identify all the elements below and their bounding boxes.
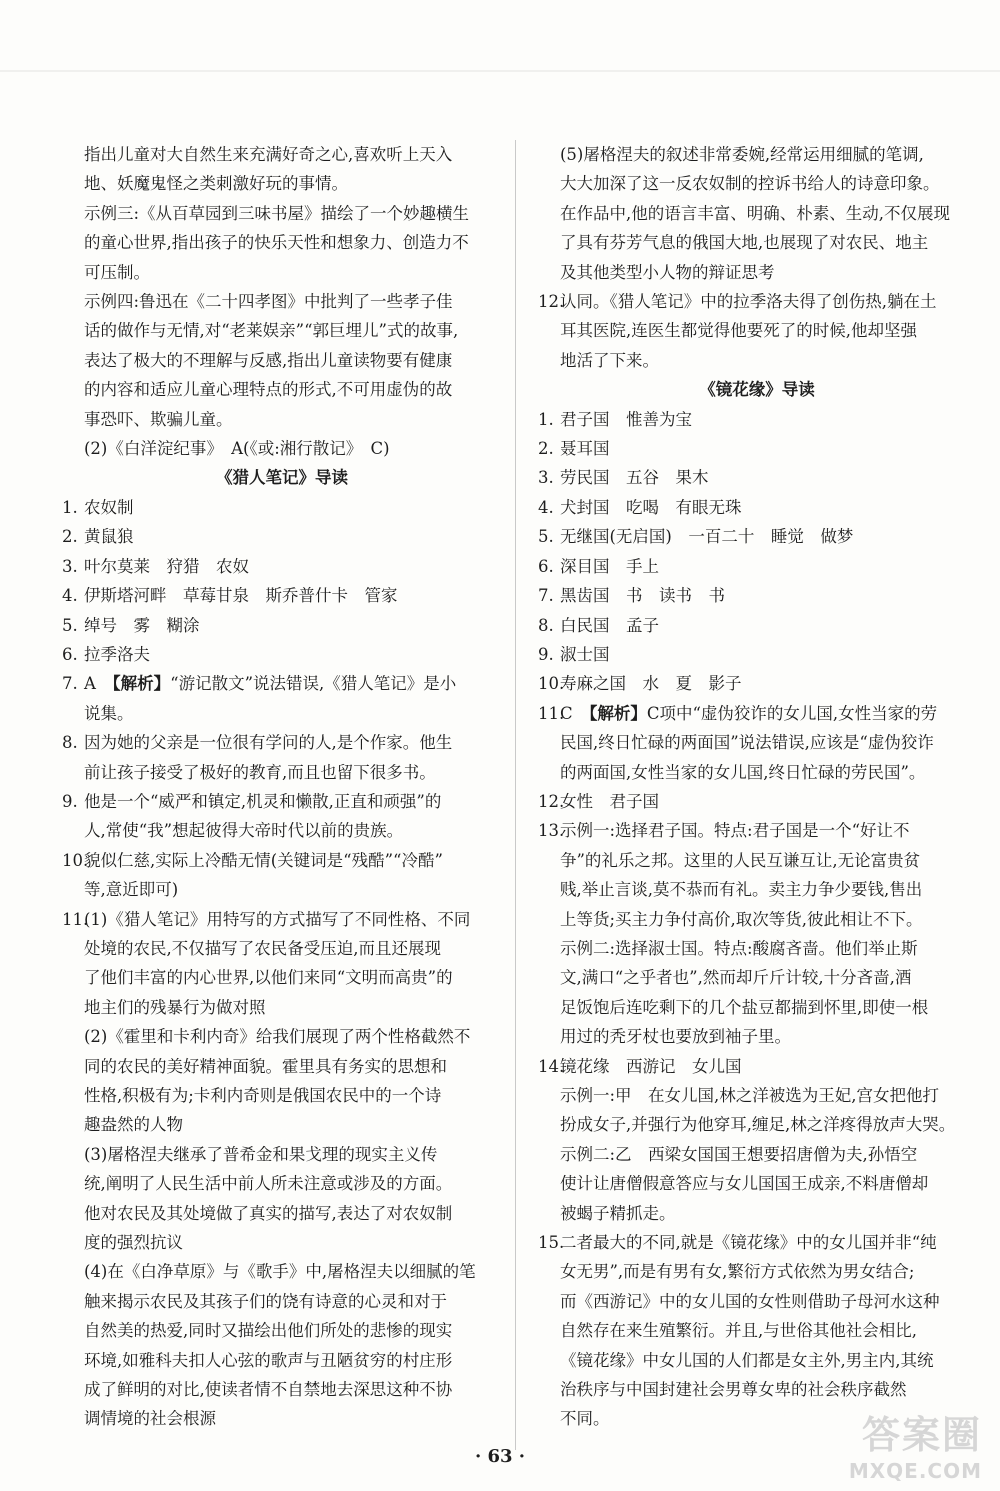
answer-item	[538, 1052, 976, 1081]
text-line: (2)《霍里和卡利内奇》给我们展现了两个性格截然不	[84, 1027, 471, 1047]
analysis-tag: 【解析】	[112, 674, 171, 694]
text-line: (4)在《白净草原》与《歌手》中,屠格涅夫以细腻的笔	[84, 1262, 476, 1282]
answer-item	[62, 552, 502, 581]
item-text: 认同。《猎人笔记》中的拉季洛夫得了创伤热,躺在土	[560, 292, 937, 312]
answer-item	[538, 463, 976, 492]
answer-item	[62, 728, 502, 757]
text-line: 示例四:鲁迅在《二十四孝图》中批判了一些孝子佳	[84, 292, 453, 312]
analysis-tag: 【解析】	[589, 703, 647, 723]
text-line: 成了鲜明的对比,使读者情不自禁地去深思这种不协	[84, 1380, 453, 1400]
text-line: 扮成女子,并强行为他穿耳,缠足,林之洋疼得放声大哭。	[560, 1115, 956, 1135]
text-line: 不同。	[560, 1409, 610, 1429]
item-text: 寿麻之国 水 夏 影子	[560, 674, 742, 694]
text-line: 表达了极大的不理解与反感,指出儿童读物要有健康	[84, 350, 453, 370]
answer-item	[538, 434, 976, 463]
item-number: 4.	[62, 586, 78, 606]
answer-item	[538, 669, 976, 698]
text-line: 贱,举止言谈,莫不恭而有礼。卖主力争少要钱,售出	[560, 880, 923, 900]
item-text: 聂耳国	[560, 439, 610, 459]
text-line: 在作品中,他的语言丰富、明确、朴素、生动,不仅展现	[560, 203, 950, 223]
answer-item	[62, 787, 502, 816]
text-line: (3)屠格涅夫继承了普希金和果戈理的现实主义传	[84, 1144, 438, 1164]
item-number: 2.	[62, 527, 78, 547]
item-number: 1.	[538, 409, 554, 429]
item-number: 7.	[538, 586, 554, 606]
answer-item	[62, 905, 502, 934]
text-line: 了他们丰富的内心世界,以他们来同“文明而高贵”的	[84, 968, 453, 988]
answer-item	[538, 787, 976, 816]
text-line: 等,意近即可)	[84, 880, 179, 900]
answer-item	[62, 493, 502, 522]
item-text: 君子国 惟善为宝	[560, 409, 692, 429]
watermark-logo-text: 答案圈	[861, 1413, 982, 1457]
item-number: 10.	[62, 850, 89, 870]
item-text: 女性 君子国	[560, 791, 659, 811]
answer-item	[62, 581, 502, 610]
item-text: 伊斯塔河畔 草莓甘泉 斯乔普什卡 管家	[84, 586, 398, 606]
answer-item	[538, 405, 976, 434]
answer-item	[62, 522, 502, 551]
item-number: 15.	[538, 1233, 565, 1253]
answer-item	[538, 1228, 976, 1257]
item-number: 8.	[538, 615, 554, 635]
text-line: 自然存在来生殖繁衍。并且,与世俗其他社会相比,	[560, 1321, 917, 1341]
text-line: 女无男”,而是有男有女,繁衍方式依然为男女结合;	[560, 1262, 915, 1282]
text-line: 环境,如雅科夫扣人心弦的歌声与丑陋贫穷的村庄形	[84, 1350, 453, 1370]
item-number: 9.	[62, 791, 78, 811]
item-text: A	[84, 674, 113, 694]
answer-item	[538, 287, 976, 316]
text-line: 触来揭示农民及其孩子们的饶有诗意的心灵和对于	[84, 1291, 447, 1311]
answer-item	[538, 640, 976, 669]
text-line: 文,满口“之乎者也”,然而却斤斤计较,十分吝啬,酒	[560, 968, 912, 988]
item-number: 4.	[538, 497, 554, 517]
text-line: 耳其医院,连医生都觉得他要死了的时候,他却坚强	[560, 321, 917, 341]
text-line: 度的强烈抗议	[84, 1233, 183, 1253]
text-line: 的内容和适应儿童心理特点的形式,不可用虚伪的故	[84, 380, 453, 400]
text-line: 争”的礼乐之邦。这里的人民互谦互让,无论富贵贫	[560, 850, 921, 870]
text-line: (2)《白洋淀纪事》 A(《或:湘行散记》 C)	[84, 439, 390, 459]
text-line: 示例二:选择淑士国。特点:酸腐吝啬。他们举止斯	[560, 938, 918, 958]
text-line: 处境的农民,不仅描写了农民备受压迫,而且还展现	[84, 938, 441, 958]
text-line: 示例一:甲 在女儿国,林之洋被选为王妃,宫女把他打	[560, 1086, 940, 1105]
text-line: 足饭饱后连吃剩下的几个盐豆都揣到怀里,即使一根	[560, 997, 929, 1017]
text-line: 地活了下来。	[560, 350, 659, 370]
item-number: 3.	[538, 468, 554, 488]
item-text: 二者最大的不同,就是《镜花缘》中的女儿国并非“纯	[560, 1233, 937, 1253]
text-line: 上等货;买主力争付高价,取次等货,彼此相让不下。	[560, 909, 923, 929]
text-line: 示例二:乙 西梁女国国王想要招唐僧为夫,孙悟空	[560, 1144, 918, 1164]
answer-item	[538, 522, 976, 551]
text-line: 统,阐明了人民生活中前人所未注意或涉及的方面。	[84, 1174, 453, 1194]
item-number: 1.	[62, 497, 78, 517]
item-text: 淑士国	[560, 644, 610, 664]
item-text-rest: “游记散文”说法错误,《猎人笔记》是小	[170, 674, 457, 694]
text-line: 的童心世界,指出孩子的快乐天性和想象力、创造力不	[84, 233, 469, 253]
item-text: 黄鼠狼	[84, 527, 134, 547]
item-number: 11.	[62, 909, 89, 929]
watermark-logo	[849, 1404, 982, 1483]
item-number: 6.	[538, 556, 554, 576]
item-number: 9.	[538, 644, 554, 664]
text-line: 自然美的热爱,同时又描绘出他们所处的悲惨的现实	[84, 1321, 453, 1341]
answer-item	[538, 493, 976, 522]
answer-item	[62, 611, 502, 640]
item-number: 12.	[538, 292, 565, 312]
item-text: 黑齿国 书 读书 书	[560, 586, 725, 606]
answer-item	[62, 846, 502, 875]
item-text: 镜花缘 西游记 女儿国	[560, 1056, 742, 1076]
text-line: 事恐吓、欺骗儿童。	[84, 409, 233, 429]
text-line: 示例三:《从百草园到三味书屋》描绘了一个妙趣横生	[84, 203, 470, 223]
text-line: (5)屠格涅夫的叙述非常委婉,经常运用细腻的笔调,	[560, 145, 924, 164]
answer-item	[538, 816, 976, 845]
item-number: 11.	[538, 703, 565, 723]
text-line: 地、妖魔鬼怪之类刺激好玩的事情。	[84, 174, 348, 194]
item-text: 貌似仁慈,实际上冷酷无情(关键词是“残酷”“冷酷”	[84, 850, 443, 870]
item-text: 叶尔莫莱 狩猎 农奴	[84, 556, 249, 576]
text-line: 同的农民的美好精神面貌。霍里具有务实的思想和	[84, 1056, 447, 1076]
item-number: 14.	[538, 1056, 565, 1076]
text-line: 指出儿童对大自然生来充满好奇之心,喜欢听上天入	[84, 145, 453, 164]
answer-item	[62, 640, 502, 669]
item-number: 2.	[538, 439, 554, 459]
text-line: 话的做作与无情,对“老莱娱亲”“郭巨埋儿”式的故事,	[84, 321, 459, 341]
text-line: 可压制。	[84, 262, 150, 282]
item-text: 犬封国 吃喝 有眼无珠	[560, 497, 742, 517]
text-line: 性格,积极有为;卡利内奇则是俄国农民中的一个诗	[84, 1086, 442, 1105]
item-text: 深目国 手上	[560, 556, 659, 576]
text-line: 被蝎子精抓走。	[560, 1203, 676, 1223]
text-line: 使计让唐僧假意答应与女儿国国王成亲,不料唐僧却	[560, 1174, 929, 1194]
section-title: 《镜花缘》导读	[699, 380, 815, 400]
item-number: 12.	[538, 791, 565, 811]
item-number: 10.	[538, 674, 565, 694]
item-number: 3.	[62, 556, 78, 576]
item-number: 7.	[62, 674, 78, 694]
text-line: 他对农民及其处境做了真实的描写,表达了对农奴制	[84, 1203, 453, 1223]
item-number: 13.	[538, 821, 565, 841]
item-text: C	[560, 703, 590, 723]
item-text: 劳民国 五谷 果木	[560, 468, 709, 488]
text-line: 前让孩子接受了极好的教育,而且也留下很多书。	[84, 762, 436, 782]
item-number: 6.	[62, 644, 78, 664]
watermark-logo-url: MXQE.COM	[848, 1459, 982, 1483]
section-title: 《猎人笔记》导读	[216, 468, 348, 488]
text-line: 《镜花缘》中女儿国的人们都是女主外,男主内,其统	[560, 1350, 934, 1370]
right-column	[538, 140, 976, 1434]
item-number: 5.	[62, 615, 78, 635]
item-number: 8.	[62, 733, 78, 753]
answer-item	[538, 611, 976, 640]
text-line: 民国,终日忙碌的两面国”说法错误,应该是“虚伪狡诈	[560, 733, 934, 753]
text-line: 调情境的社会根源	[84, 1409, 216, 1429]
item-text: 白民国 孟子	[560, 615, 659, 635]
item-text: 拉季洛夫	[84, 644, 150, 664]
text-line: 了具有芬芳气息的俄国大地,也展现了对农民、地主	[560, 233, 929, 253]
answer-item	[538, 552, 976, 581]
page-top-shadow	[0, 70, 1000, 72]
item-text: 他是一个“威严和镇定,机灵和懒散,正直和顽强”的	[84, 791, 442, 811]
page-number: · 63 ·	[474, 1446, 526, 1467]
item-text: 示例一:选择君子国。特点:君子国是一个“好让不	[560, 821, 910, 841]
text-line: 用过的秃牙杖也要放到袖子里。	[560, 1027, 791, 1047]
item-text: 绰号 雾 糊涂	[84, 615, 200, 635]
item-text: 农奴制	[84, 497, 134, 517]
text-line: 人,常使“我”想起彼得大帝时代以前的贵族。	[84, 821, 404, 841]
text-line: 趣盎然的人物	[84, 1115, 183, 1135]
answer-item	[538, 699, 976, 728]
text-line: 治秩序与中国封建社会男尊女卑的社会秩序截然	[560, 1380, 907, 1400]
item-text: 无继国(无启国) 一百二十 睡觉 做梦	[560, 527, 854, 547]
text-line: 而《西游记》中的女儿国的女性则借助子母河水这种	[560, 1291, 940, 1311]
item-text: (1)《猎人笔记》用特写的方式描写了不同性格、不同	[84, 909, 471, 929]
answer-item	[538, 581, 976, 610]
text-line: 的两面国,女性当家的女儿国,终日忙碌的劳民国”。	[560, 762, 926, 782]
text-line: 地主们的残暴行为做对照	[84, 997, 266, 1017]
column-divider	[515, 140, 516, 1450]
item-number: 5.	[538, 527, 554, 547]
item-text: 因为她的父亲是一位很有学问的人,是个作家。他生	[84, 733, 453, 753]
text-line: 大大加深了这一反农奴制的控诉书给人的诗意印象。	[560, 174, 940, 194]
left-column	[62, 140, 502, 1434]
text-line: 说集。	[84, 703, 134, 723]
item-text-rest: C项中“虚伪狡诈的女儿国,女性当家的劳	[646, 703, 938, 723]
text-line: 及其他类型小人物的辩证思考	[560, 262, 775, 282]
answer-item	[62, 669, 502, 698]
